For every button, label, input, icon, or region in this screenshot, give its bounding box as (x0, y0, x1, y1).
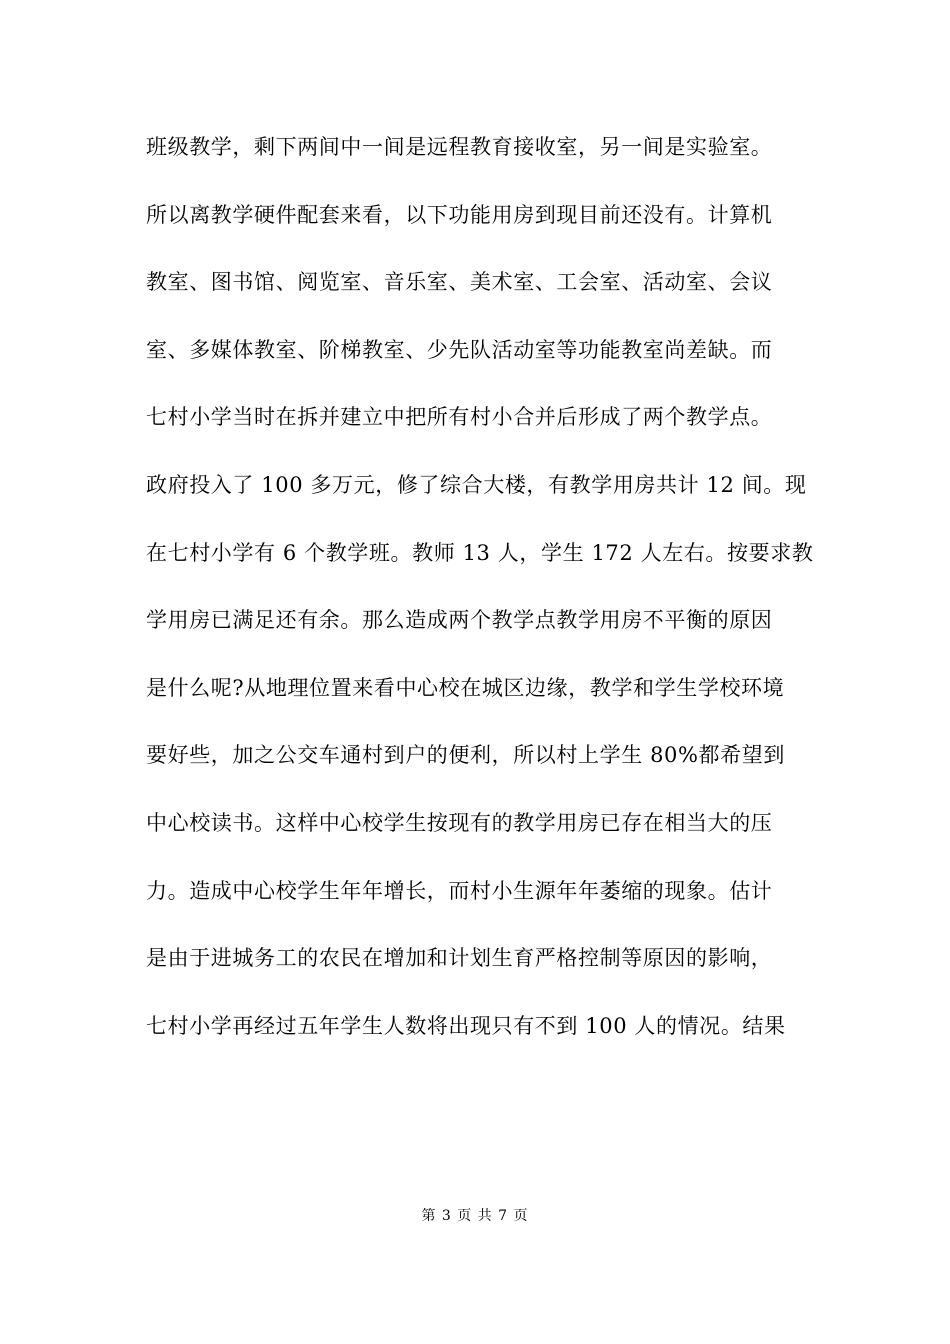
text-line: 学用房已满足还有余。那么造成两个教学点教学用房不平衡的原因 (146, 608, 773, 633)
text-line: 在七村小学有 6 个教学班。教师 13 人，学生 172 人左右。按要求教 (146, 540, 814, 565)
text-line: 中心校读书。这样中心校学生按现有的教学用房已存在相当大的压 (146, 810, 773, 835)
body-text (146, 132, 814, 1078)
text-line: 是由于进城务工的农民在增加和计划生育严格控制等原因的影响， (146, 946, 773, 971)
text-line: 七村小学当时在拆并建立中把所有村小合并后形成了两个教学点。 (146, 405, 773, 430)
page-footer (0, 1206, 950, 1226)
page-number-text: 第 3 页 共 7 页 (421, 1208, 529, 1224)
text-line: 所以离教学硬件配套来看，以下功能用房到现目前还没有。计算机 (146, 202, 773, 227)
text-line: 室、多媒体教室、阶梯教室、少先队活动室等功能教室尚差缺。而 (146, 337, 773, 362)
text-line: 是什么呢?从地理位置来看中心校在城区边缘，教学和学生学校环境 (146, 675, 785, 700)
text-line: 七村小学再经过五年学生人数将出现只有不到 100 人的情况。结果 (146, 1013, 786, 1038)
text-line: 力。造成中心校学生年年增长，而村小生源年年萎缩的现象。估计 (146, 878, 773, 903)
text-line: 政府投入了 100 多万元，修了综合大楼，有教学用房共计 12 间。现 (146, 472, 807, 497)
text-line: 要好些，加之公交车通村到户的便利，所以村上学生 80%都希望到 (146, 743, 785, 768)
text-line: 班级教学，剩下两间中一间是远程教育接收室，另一间是实验室。 (146, 135, 773, 159)
text-line: 教室、图书馆、阅览室、音乐室、美术室、工会室、活动室、会议 (146, 270, 773, 295)
